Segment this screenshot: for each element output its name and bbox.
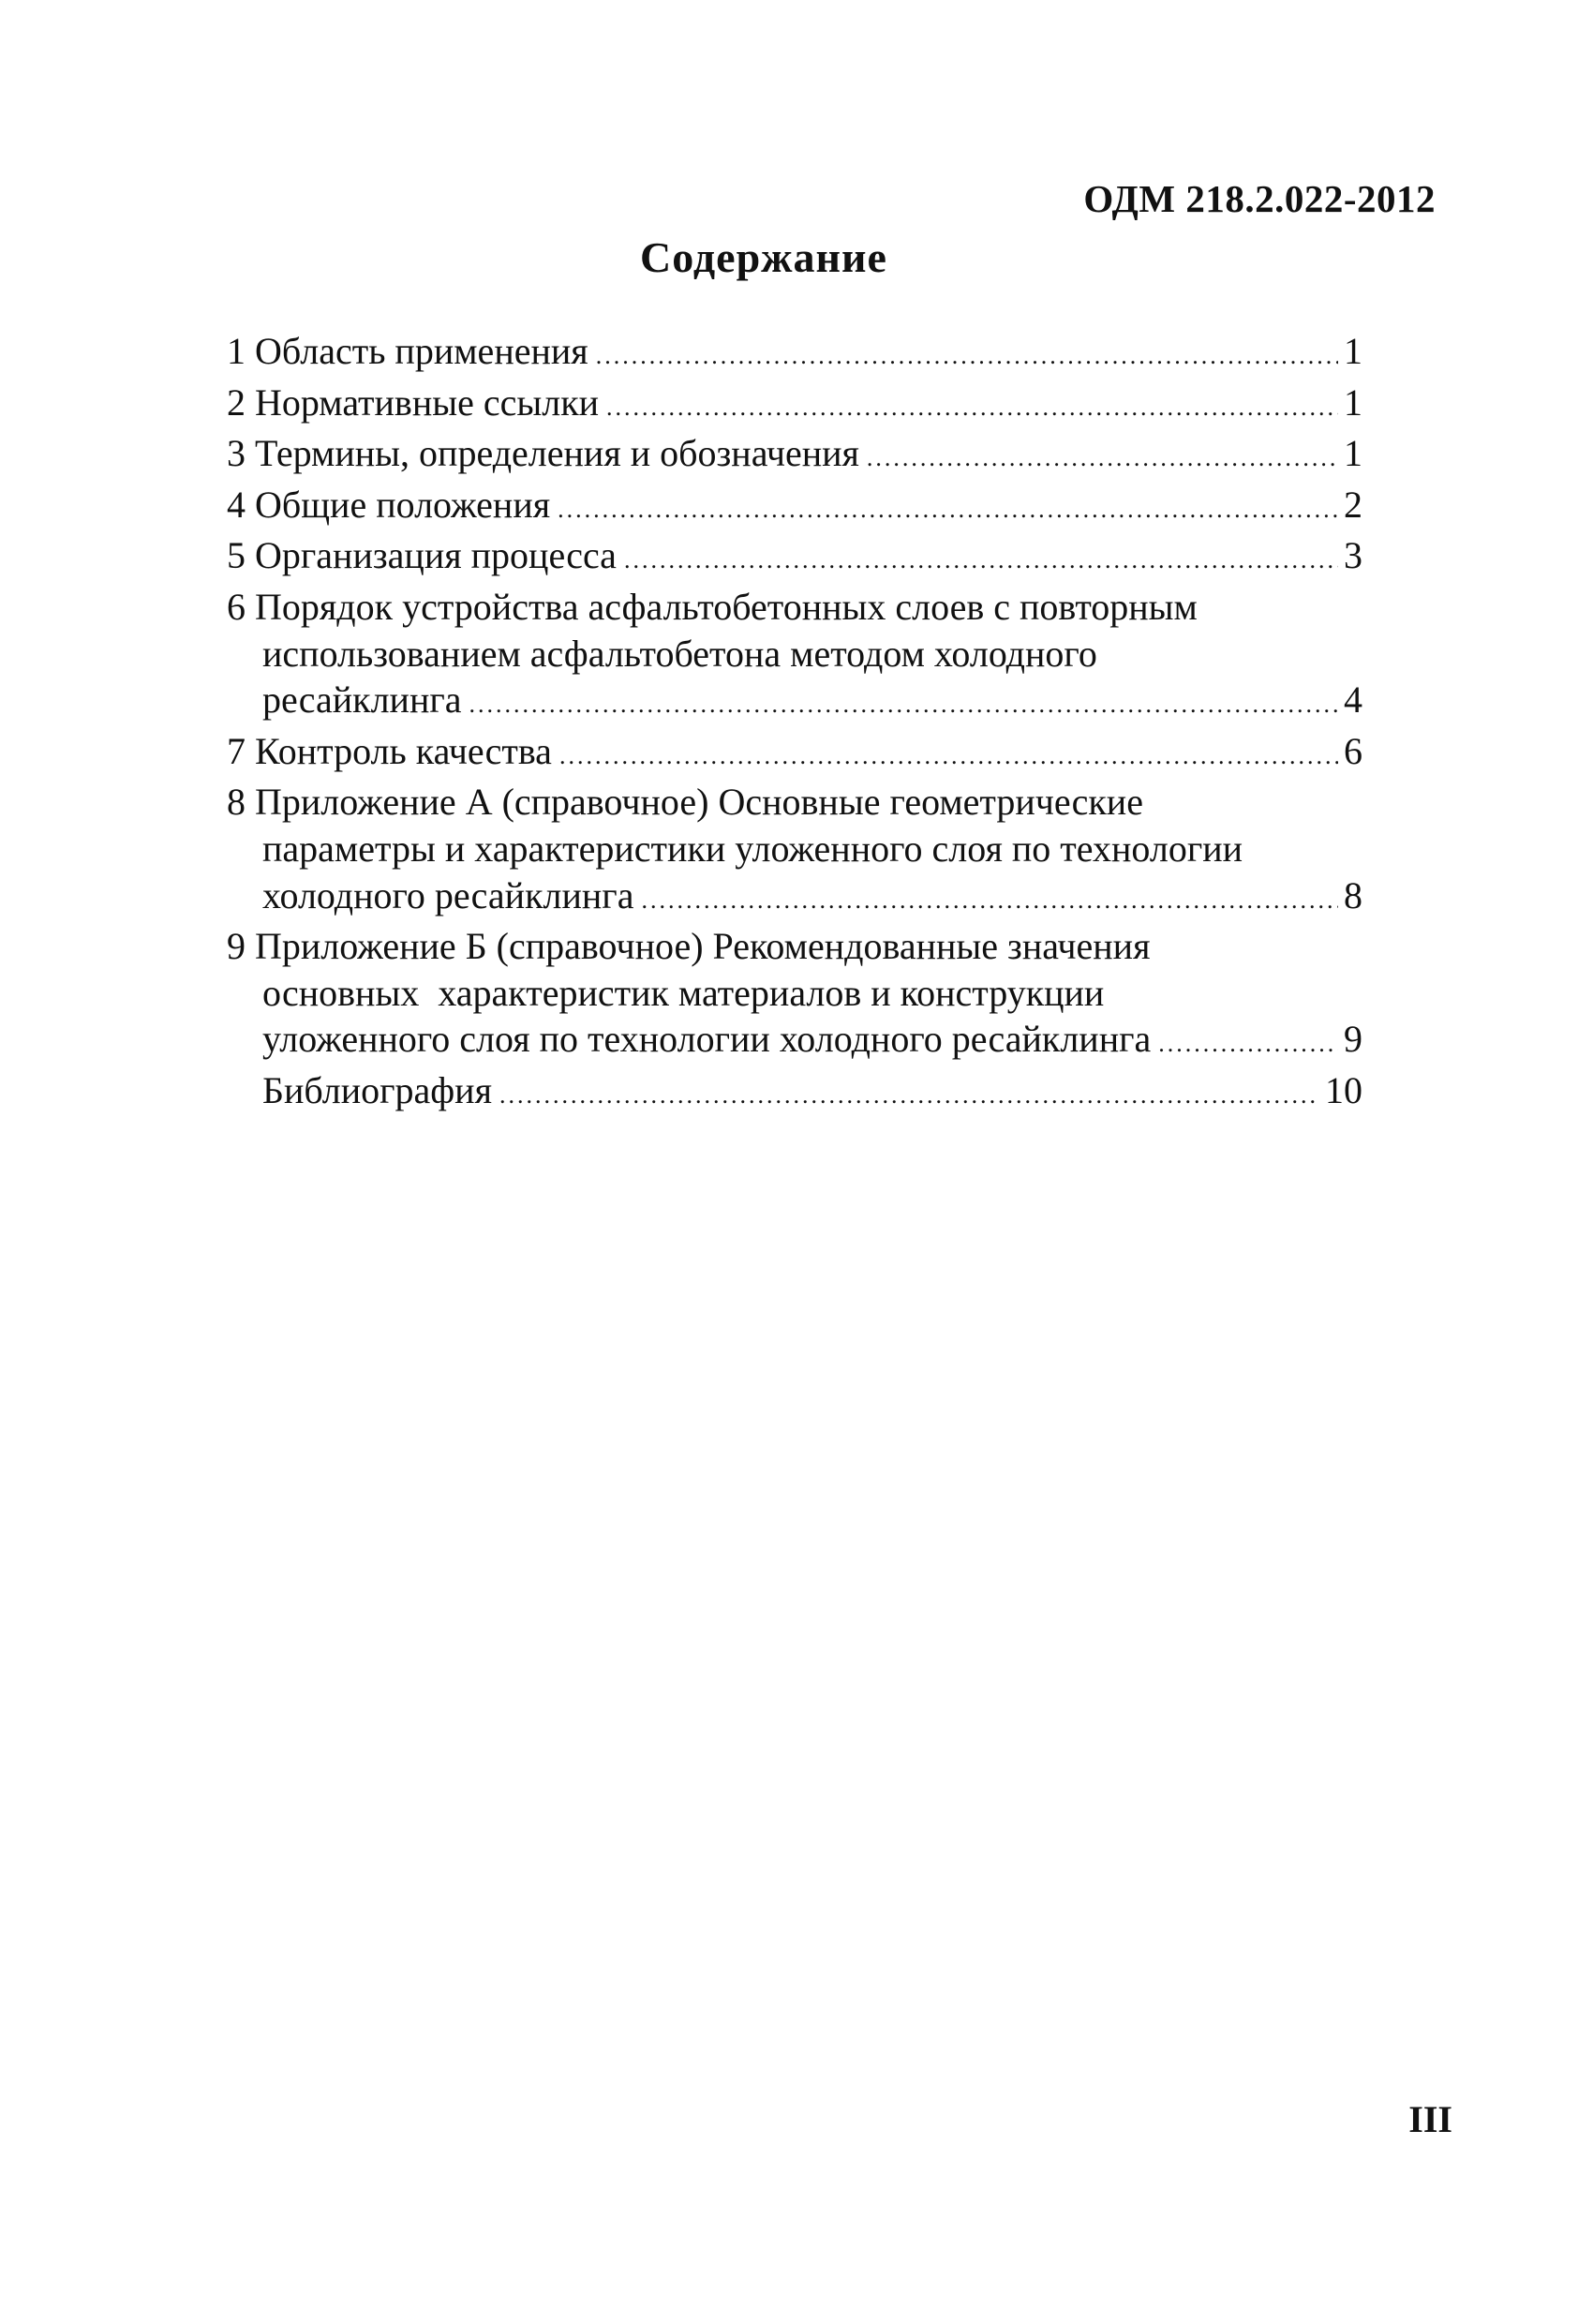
table-of-contents <box>227 328 1362 1119</box>
toc-entry-page: 9 <box>1344 1018 1362 1061</box>
toc-entry-page: 3 <box>1344 534 1362 577</box>
toc-entry-number: 7 <box>227 729 246 772</box>
toc-entry-title: Библиография <box>262 1068 492 1111</box>
toc-entry-page: 4 <box>1344 678 1362 722</box>
toc-entry[interactable] <box>227 380 1362 431</box>
toc-entry-title: Общие положения <box>255 483 551 526</box>
toc-entry-title: Термины, определения и обозначения <box>255 432 859 475</box>
dot-leader <box>596 333 1338 380</box>
toc-entry-title-continued: уложенного слоя по технологии холодного ресайклинга <box>262 1018 1152 1061</box>
toc-entry-title-continued: параметры и характеристики уложенного слоя по технологии <box>262 827 1243 870</box>
toc-entry-number: 4 <box>227 483 246 526</box>
toc-entry-title: Контроль качества <box>255 729 552 772</box>
toc-entry[interactable] <box>227 728 1362 780</box>
toc-entry[interactable] <box>227 779 1362 923</box>
toc-entry-title: Приложение А (справочное) Основные геометрические <box>255 781 1143 824</box>
toc-entry-title-continued: основных характеристик материалов и конструкции <box>262 971 1105 1014</box>
dot-leader <box>559 733 1338 780</box>
dot-leader <box>469 681 1338 728</box>
toc-entry-page: 8 <box>1344 873 1362 916</box>
toc-entry-title-continued: использованием асфальтобетона методом холодного <box>262 632 1097 675</box>
toc-entry[interactable] <box>227 482 1362 533</box>
toc-entry-title: Область применения <box>255 330 588 372</box>
toc-entry-number: 2 <box>227 380 246 424</box>
toc-entry[interactable] <box>227 430 1362 482</box>
toc-entry[interactable] <box>227 923 1362 1067</box>
toc-entry-page: 1 <box>1344 432 1362 475</box>
toc-entry-page: 6 <box>1344 729 1362 772</box>
toc-entry-title: Нормативные ссылки <box>255 380 600 424</box>
toc-entry-title: Порядок устройства асфальтобетонных слоев с повторным <box>255 585 1198 628</box>
toc-entry-number: 6 <box>227 585 246 628</box>
toc-title: Содержание <box>640 233 887 281</box>
dot-leader <box>1158 1020 1338 1067</box>
toc-entry-number: 9 <box>227 925 246 968</box>
toc-entry-number: 1 <box>227 330 246 372</box>
document-code: ОДМ 218.2.022-2012 <box>1083 177 1436 220</box>
toc-entry[interactable] <box>227 328 1362 380</box>
page-number: III <box>1408 2098 1452 2140</box>
toc-entry-page: 1 <box>1344 380 1362 424</box>
toc-entry-title-continued: ресайклинга <box>262 678 462 722</box>
toc-entry-number: 3 <box>227 432 246 475</box>
toc-entry[interactable] <box>227 1067 1362 1119</box>
toc-entry-page: 2 <box>1344 483 1362 526</box>
dot-leader <box>558 486 1338 533</box>
dot-leader <box>867 435 1338 482</box>
toc-entry-page: 10 <box>1325 1068 1362 1111</box>
toc-entry-title: Приложение Б (справочное) Рекомендованные значения <box>255 925 1151 968</box>
toc-entry-number: 5 <box>227 534 246 577</box>
dot-leader <box>499 1072 1319 1119</box>
toc-entry[interactable] <box>227 532 1362 584</box>
dot-leader <box>606 384 1338 431</box>
dot-leader <box>641 877 1338 924</box>
toc-entry-title-continued: холодного ресайклинга <box>262 873 634 916</box>
toc-entry[interactable] <box>227 584 1362 728</box>
toc-entry-title: Организация процесса <box>255 534 617 577</box>
dot-leader <box>624 537 1338 584</box>
toc-entry-page: 1 <box>1344 330 1362 372</box>
toc-entry-number: 8 <box>227 781 246 824</box>
